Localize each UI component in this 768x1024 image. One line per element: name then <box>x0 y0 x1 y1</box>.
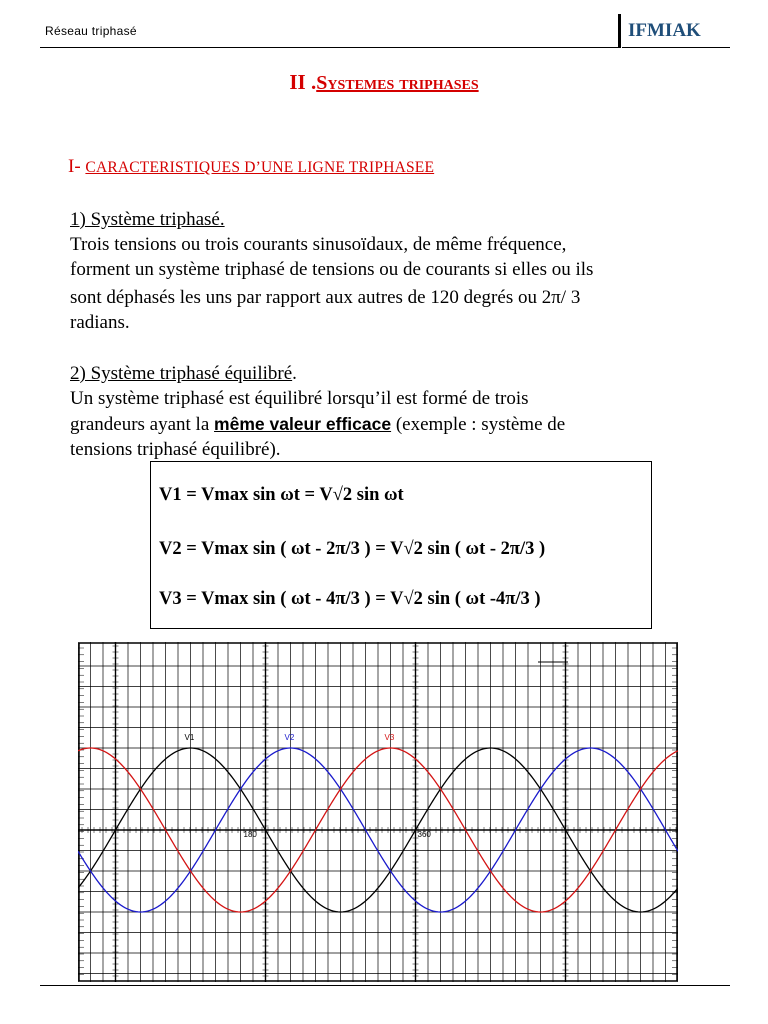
header-rule-right <box>622 47 730 48</box>
p1-line1: Trois tensions ou trois courants sinusoïdaux, de même fréquence, <box>70 234 567 255</box>
label-v3: V3 <box>384 733 395 742</box>
p1-line4: radians. <box>70 312 130 333</box>
label-v1: V1 <box>184 733 195 742</box>
paragraph-2 <box>70 361 710 462</box>
p2-line2a: grandeurs ayant la <box>70 414 215 435</box>
title-text: Systemes triphases <box>316 72 479 94</box>
formula-v2: V2 = Vmax sin ( ωt - 2π/3 ) = V√2 sin ( ωt - 2π/3 ) <box>159 539 546 559</box>
grid <box>78 642 678 982</box>
tick-label-180: 180 <box>243 830 257 839</box>
header-rule <box>40 47 618 48</box>
p2-line3: tensions triphasé équilibré). <box>70 439 281 460</box>
p1-line2: forment un système triphasé de tensions ou de courants si elles ou ils <box>70 259 594 280</box>
header-brand: IFMIAK <box>628 20 701 41</box>
p2-line2b: même valeur efficace <box>214 414 392 434</box>
label-v2: V2 <box>284 733 295 742</box>
p1-heading: 1) Système triphasé. <box>70 209 225 230</box>
p2-heading-tail: . <box>292 363 297 384</box>
footer-rule <box>40 985 730 986</box>
p2-line1: Un système triphasé est équilibré lorsqu’il est formé de trois <box>70 388 529 409</box>
tick-label-360: 360 <box>417 830 431 839</box>
paragraph-1 <box>70 207 710 335</box>
p2-line2c: (exemple : système de <box>391 414 566 435</box>
section-text: CARACTERISTIQUES D’UNE LIGNE TRIPHASEE <box>85 159 435 176</box>
section-prefix: I- <box>68 156 86 177</box>
p1-line3: sont déphasés les uns par rapport aux autres de 120 degrés ou 2π/ 3 <box>70 287 581 308</box>
p2-heading: 2) Système triphasé équilibré <box>70 363 293 384</box>
formula-box <box>150 461 652 629</box>
formula-v3: V3 = Vmax sin ( ωt - 4π/3 ) = V√2 sin ( ωt -4π/3 ) <box>159 589 541 609</box>
three-phase-waveform-graph <box>78 642 678 982</box>
page-title <box>0 70 768 95</box>
formula-v1: V1 = Vmax sin ωt = V√2 sin ωt <box>159 485 404 505</box>
header-title: Réseau triphasé <box>45 24 137 38</box>
title-prefix: II . <box>289 70 317 94</box>
section-heading <box>68 156 434 178</box>
header-divider <box>618 14 621 48</box>
